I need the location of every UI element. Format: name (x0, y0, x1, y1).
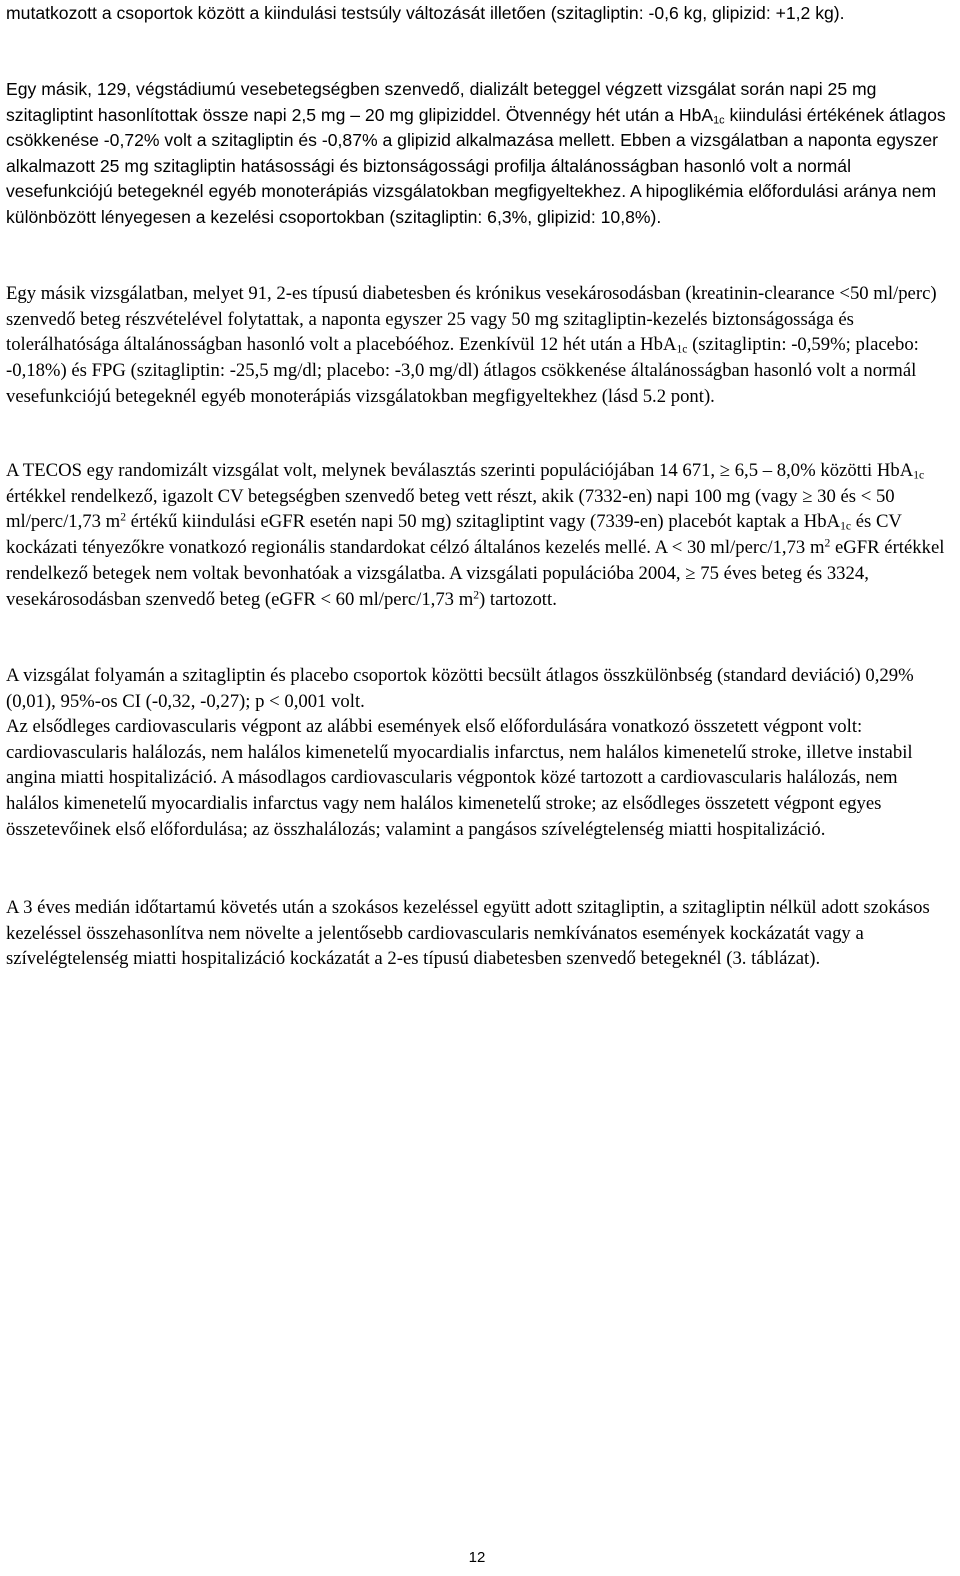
text-run: értékű kiindulási eGFR esetén napi 50 mg) szitagliptint vagy (7339-en) placebót kaptak a HbA (125, 511, 841, 533)
greater-equal-symbol: ≥ (719, 460, 731, 481)
text-run: Egy másik vizsgálatban, melyet 91, 2-es típusú diabetesben és krónikus vesekárosodásban (kreatinin-clearance <50 ml/perc) szenvedő beteg részvételével folytattak, a naponta egyszer 25 vagy 50 mg szitagliptin-kezelés biztonságossága és tolerálhatósága általánosságban hasonló volt a placebóéhoz. Ezenkívül 12 hét után a HbA (6, 283, 937, 356)
text-run: (szitagliptin: -0,59%; placebo: -0,18%) és FPG (szitagliptin: -25,5 mg/dl; placebo: -3,0 mg/dl) átlagos csökkenése általánosságban hasonló volt a normál vesefunkciójú betegeknél egyéb monoterápiás vizsgálatokban megfigyeltekhez (lásd 5.2 pont). (6, 334, 919, 407)
text-run: értékkel rendelkező, igazolt CV betegségben szenvedő beteg vett részt, akik (7332-en) napi 100 mg (vagy (6, 485, 803, 507)
superscript: 2 (824, 536, 831, 550)
text-run: eGFR értékkel rendelkező betegek nem voltak bevonhatóak a vizsgálatba. A vizsgálati populációba 2004, (6, 537, 945, 584)
text-run: 75 éves beteg és 3324, vesekárosodásban szenvedő beteg (eGFR < 60 ml/perc/1,73 m (6, 562, 869, 610)
superscript: 2 (473, 588, 480, 602)
subscript: 1c (713, 113, 725, 126)
paragraph-dialysis-study (6, 77, 952, 230)
paragraph-hba1c-difference: A vizsgálat folyamán a szitagliptin és placebo csoportok közötti becsült átlagos összkülönbség (standard deviáció) 0,29% (0,01), 95%-os CI (-0,32, -0,27); p < 0,001 volt. (6, 665, 914, 712)
subscript: 1c (676, 342, 688, 356)
paragraph-followup-results: A 3 éves medián időtartamú követés után a szokásos kezeléssel együtt adott szitagliptin, a szitagliptin nélkül adott szokásos kezeléssel összehasonlítva nem növelte a jelentősebb cardiovascularis nemkívánatos események kockázatát vagy a szívelégtelenség miatti hospitalizáció kockázatát a 2-es típusú diabetesben szenvedő betegeknél (3. táblázat). (6, 897, 930, 970)
paragraph-weight-change: mutatkozott a csoportok között a kiindulási testsúly változását illetően (szitagliptin: -0,6 kg, glipizid: +1,2 kg). (6, 3, 845, 23)
greater-equal-symbol: ≥ (802, 485, 813, 507)
paragraph-tecos-study (6, 458, 952, 612)
paragraph-renal-impairment-study (6, 281, 952, 410)
text-run: Egy másik, 129, végstádiumú vesebetegségben szenvedő, dializált beteggel végzett vizsgálat során napi 25 mg szitagliptint hasonlítottak össze napi 2,5 mg – 20 mg glipiziddel. Ötvennégy hét után a HbA (6, 79, 877, 125)
text-run: kiindulási értékének átlagos csökkenése -0,72% volt a szitagliptin és -0,87% a glipizid alkalmazása mellett. Ebben a vizsgálatban a naponta egyszer alkalmazott 25 mg szitagliptin hatásossági és biztonságossági profilja általánosságban hasonló volt a normál vesefunkciójú betegeknél egyéb monoterápiás vizsgálatokban megfigyeltekhez. A hipoglikémia előfordulási aránya nem különbözött lényegesen a kezelési csoportokban (szitagliptin: 6,3%, glipizid: 10,8%). (6, 104, 946, 227)
paragraph-endpoints: Az elsődleges cardiovascularis végpont az alábbi események első előfordulására vonatkozó összetett végpont volt: cardiovascularis halálozás, nem halálos kimenetelű myocardialis infarctus, nem halálos kimenetelű stroke, illetve instabil angina miatti hospitalizáció. A másodlagos cardiovascularis végpontok közé tartozott a cardiovascularis halálozás, nem halálos kimenetelű myocardialis infarctus vagy nem halálos kimenetelű stroke; az elsődleges összetett végpont egyes összetevőinek első előfordulása; az összhalálozás; valamint a pangásos szívelégtelenség miatti hospitalizáció. (6, 716, 913, 840)
text-run: 6,5 – 8,0% közötti HbA (730, 460, 914, 481)
greater-equal-symbol: ≥ (685, 562, 696, 584)
text-run: ) tartozott. (479, 588, 557, 610)
text-run: és CV kockázati tényezőkre vonatkozó regionális standardokat célzó általános kezelés mellé. A < 30 ml/perc/1,73 m (6, 511, 902, 559)
text-run: 30 és < 50 ml/perc/1,73 m (6, 485, 895, 533)
subscript: 1c (913, 468, 925, 482)
superscript: 2 (120, 511, 126, 525)
text-run: A TECOS egy randomizált vizsgálat volt, melynek beválasztás szerinti populációjában 14 671, (6, 460, 720, 481)
page-number: 12 (468, 1549, 486, 1566)
subscript: 1c (840, 519, 852, 533)
